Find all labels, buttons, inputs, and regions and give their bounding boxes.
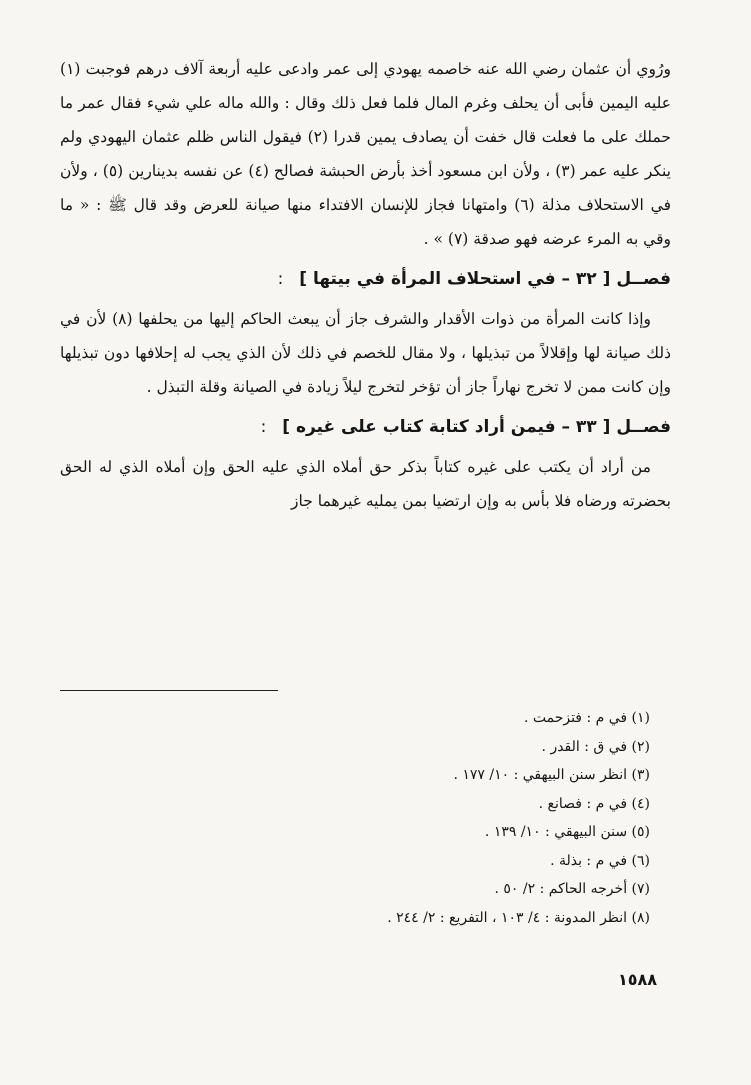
footnote-item: (٤) في م : فصانع . xyxy=(538,795,650,812)
section-32-heading xyxy=(60,262,671,296)
main-text-block xyxy=(60,52,671,518)
section-33-body: من أراد أن يكتب على غيره كتاباً بذكر حق أملاه الذي عليه الحق وإن أملاه الذي له الحق بحضرته ورضاه فلا بأس به وإن ارتضيا بمن يمليه غيرهما جاز xyxy=(60,458,671,510)
footnote-item: (٣) انظر سنن البيهقي : ١٠/ ١٧٧ . xyxy=(453,767,650,783)
section-33-title: [ ٣٣ – فيمن أراد كتابة كتاب على غيره ] xyxy=(282,417,611,437)
intro-paragraph: ورُوي أن عثمان رضي الله عنه خاصمه يهودي إلى عمر وادعى عليه أربعة آلاف درهم فوجبت (١) عليه اليمين فأبى أن يحلف وغرم المال فلما فعل ذلك وقال : والله ماله علي شيء فقال عمر ما حملك على ما فعلت قال خفت أن يصادف يمين قدرا (٢) فيقول الناس ظلم عثمان اليهودي ولم ينكر عليه عمر (٣) ، ولأن ابن مسعود أخذ بأرض الحبشة فصالح (٤) عن نفسه بدينارين (٥) ، ولأن في الاستحلاف مذلة (٦) وامتهانا فجاز للإنسان الافتداء منها صيانة للعرض وقد قال ﷺ : « ما وقي به المرء عرضه فهو صدقة (٧) » . xyxy=(60,60,671,248)
footnote-item: (٨) انظر المدونة : ٤/ ١٠٣ ، التفريع : ٢/ ٢٤٤ . xyxy=(387,909,650,926)
section-33-colon: : xyxy=(260,417,267,437)
footnotes-list xyxy=(60,704,650,932)
page-number: ١٥٨٨ xyxy=(618,970,658,989)
section-33-heading xyxy=(60,410,671,444)
section-32-title: [ ٣٢ – في استحلاف المرأة في بيتها ] xyxy=(299,269,611,289)
section-32-colon: : xyxy=(277,269,284,289)
section-33-fasl-label: فصــل xyxy=(616,417,671,437)
section-32-fasl-label: فصــل xyxy=(616,269,671,289)
footnote-item: (٥) سنن البيهقي : ١٠/ ١٣٩ . xyxy=(484,824,650,840)
footnote-item: (١) في م : فتزحمت . xyxy=(523,710,650,726)
footnote-item: (٢) في ق : القدر . xyxy=(541,738,650,755)
footnote-item: (٦) في م : بذلة . xyxy=(550,852,650,869)
footnote-divider xyxy=(60,690,278,691)
section-32-body: وإذا كانت المرأة من ذوات الأقدار والشرف جاز أن يبعث الحاكم إليها من يحلفها (٨) لأن في ذلك صيانة لها وإقلالاً من تبذيلها ، ولا مقال للخصم في ذلك لأن الذي يجب له إحلافها دون تبذيلها وإن كانت ممن لا تخرج نهاراً جاز أن تؤخر لتخرج ليلاً زيادة في الصيانة وقلة التبذل . xyxy=(60,310,671,396)
footnote-item: (٧) أخرجه الحاكم : ٢/ ٥٠ . xyxy=(494,881,650,897)
